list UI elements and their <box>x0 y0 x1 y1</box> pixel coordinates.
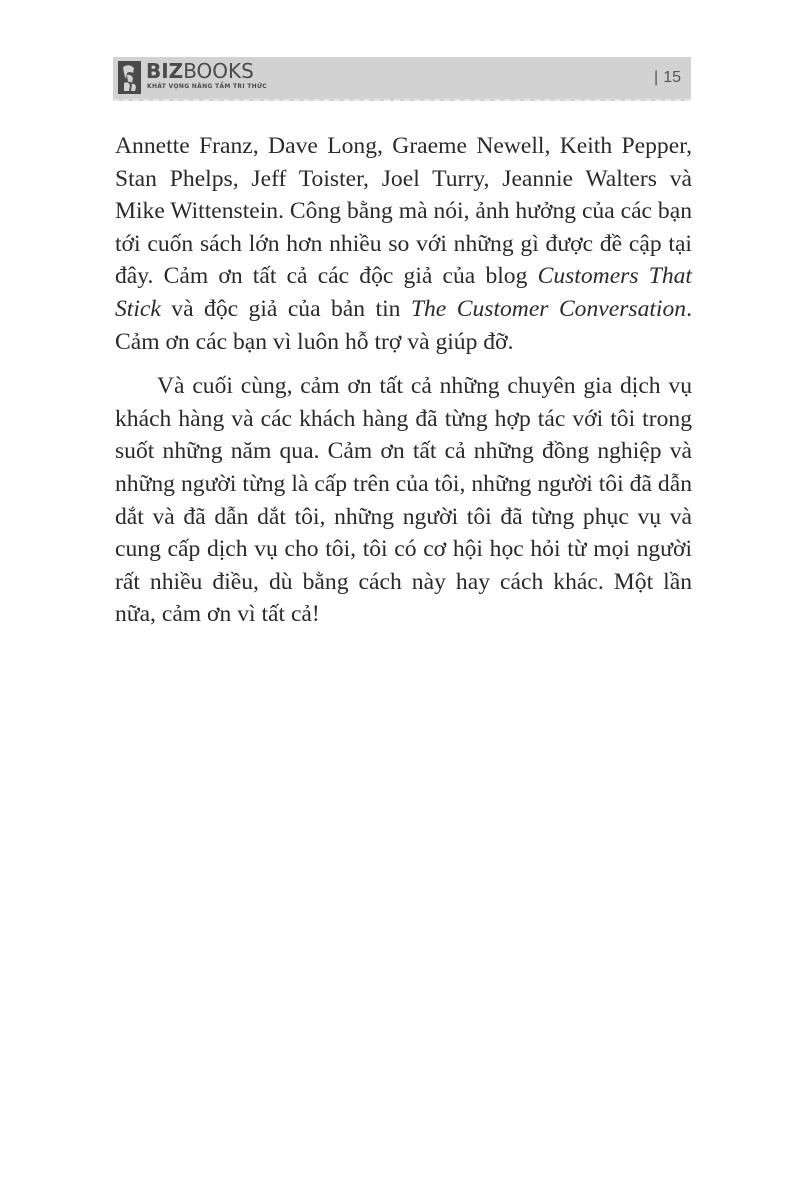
bizbooks-logo-icon <box>118 61 141 94</box>
paragraph-1-text-a: Annette Franz, Dave Long, Graeme Newell, Keith Pepper, Stan Phelps, Jeff Toister, Joel Turry, Jeannie Walters và Mike Wittenstein. Công bằng mà nói, ảnh hưởng của các bạn tới cuốn sách lớn hơn nhiều so với những gì được đề cập tại đây. Cảm ơn tất cả các độc giả của blog <box>115 133 692 290</box>
page-body <box>115 130 692 631</box>
logo-brand-bold: BIZ <box>146 59 184 83</box>
page-header <box>113 57 691 101</box>
paragraph-1-text-b: và độc giả của bản tin <box>160 295 411 322</box>
paragraph-1 <box>115 130 692 358</box>
logo-tagline: KHÁT VỌNG NÂNG TẦM TRI THỨC <box>147 83 267 90</box>
logo-wordmark <box>146 60 254 82</box>
blog-title: Customers That Stick <box>115 263 692 322</box>
logo-brand-rest: BOOKS <box>183 59 254 83</box>
page-number: 15 <box>663 69 681 86</box>
page-number-area <box>654 69 681 87</box>
paragraph-1-text-c: . Cảm ơn các bạn vì luôn hỗ trợ và giúp đỡ. <box>115 295 692 355</box>
newsletter-title: The Customer Conversation <box>410 295 687 322</box>
page-separator: | <box>654 69 659 86</box>
paragraph-2: Và cuối cùng, cảm ơn tất cả những chuyên gia dịch vụ khách hàng và các khách hàng đã từng hợp tác với tôi trong suốt những năm qua. Cảm ơn tất cả những đồng nghiệp và những người từng là cấp trên của tôi, những người tôi đã dẫn dắt và đã dẫn dắt tôi, những người tôi đã từng phục vụ và cung cấp dịch vụ cho tôi, tôi có cơ hội học hỏi từ mọi người rất nhiều điều, dù bằng cách này hay cách khác. Một lần nữa, cảm ơn vì tất cả! <box>115 373 692 628</box>
